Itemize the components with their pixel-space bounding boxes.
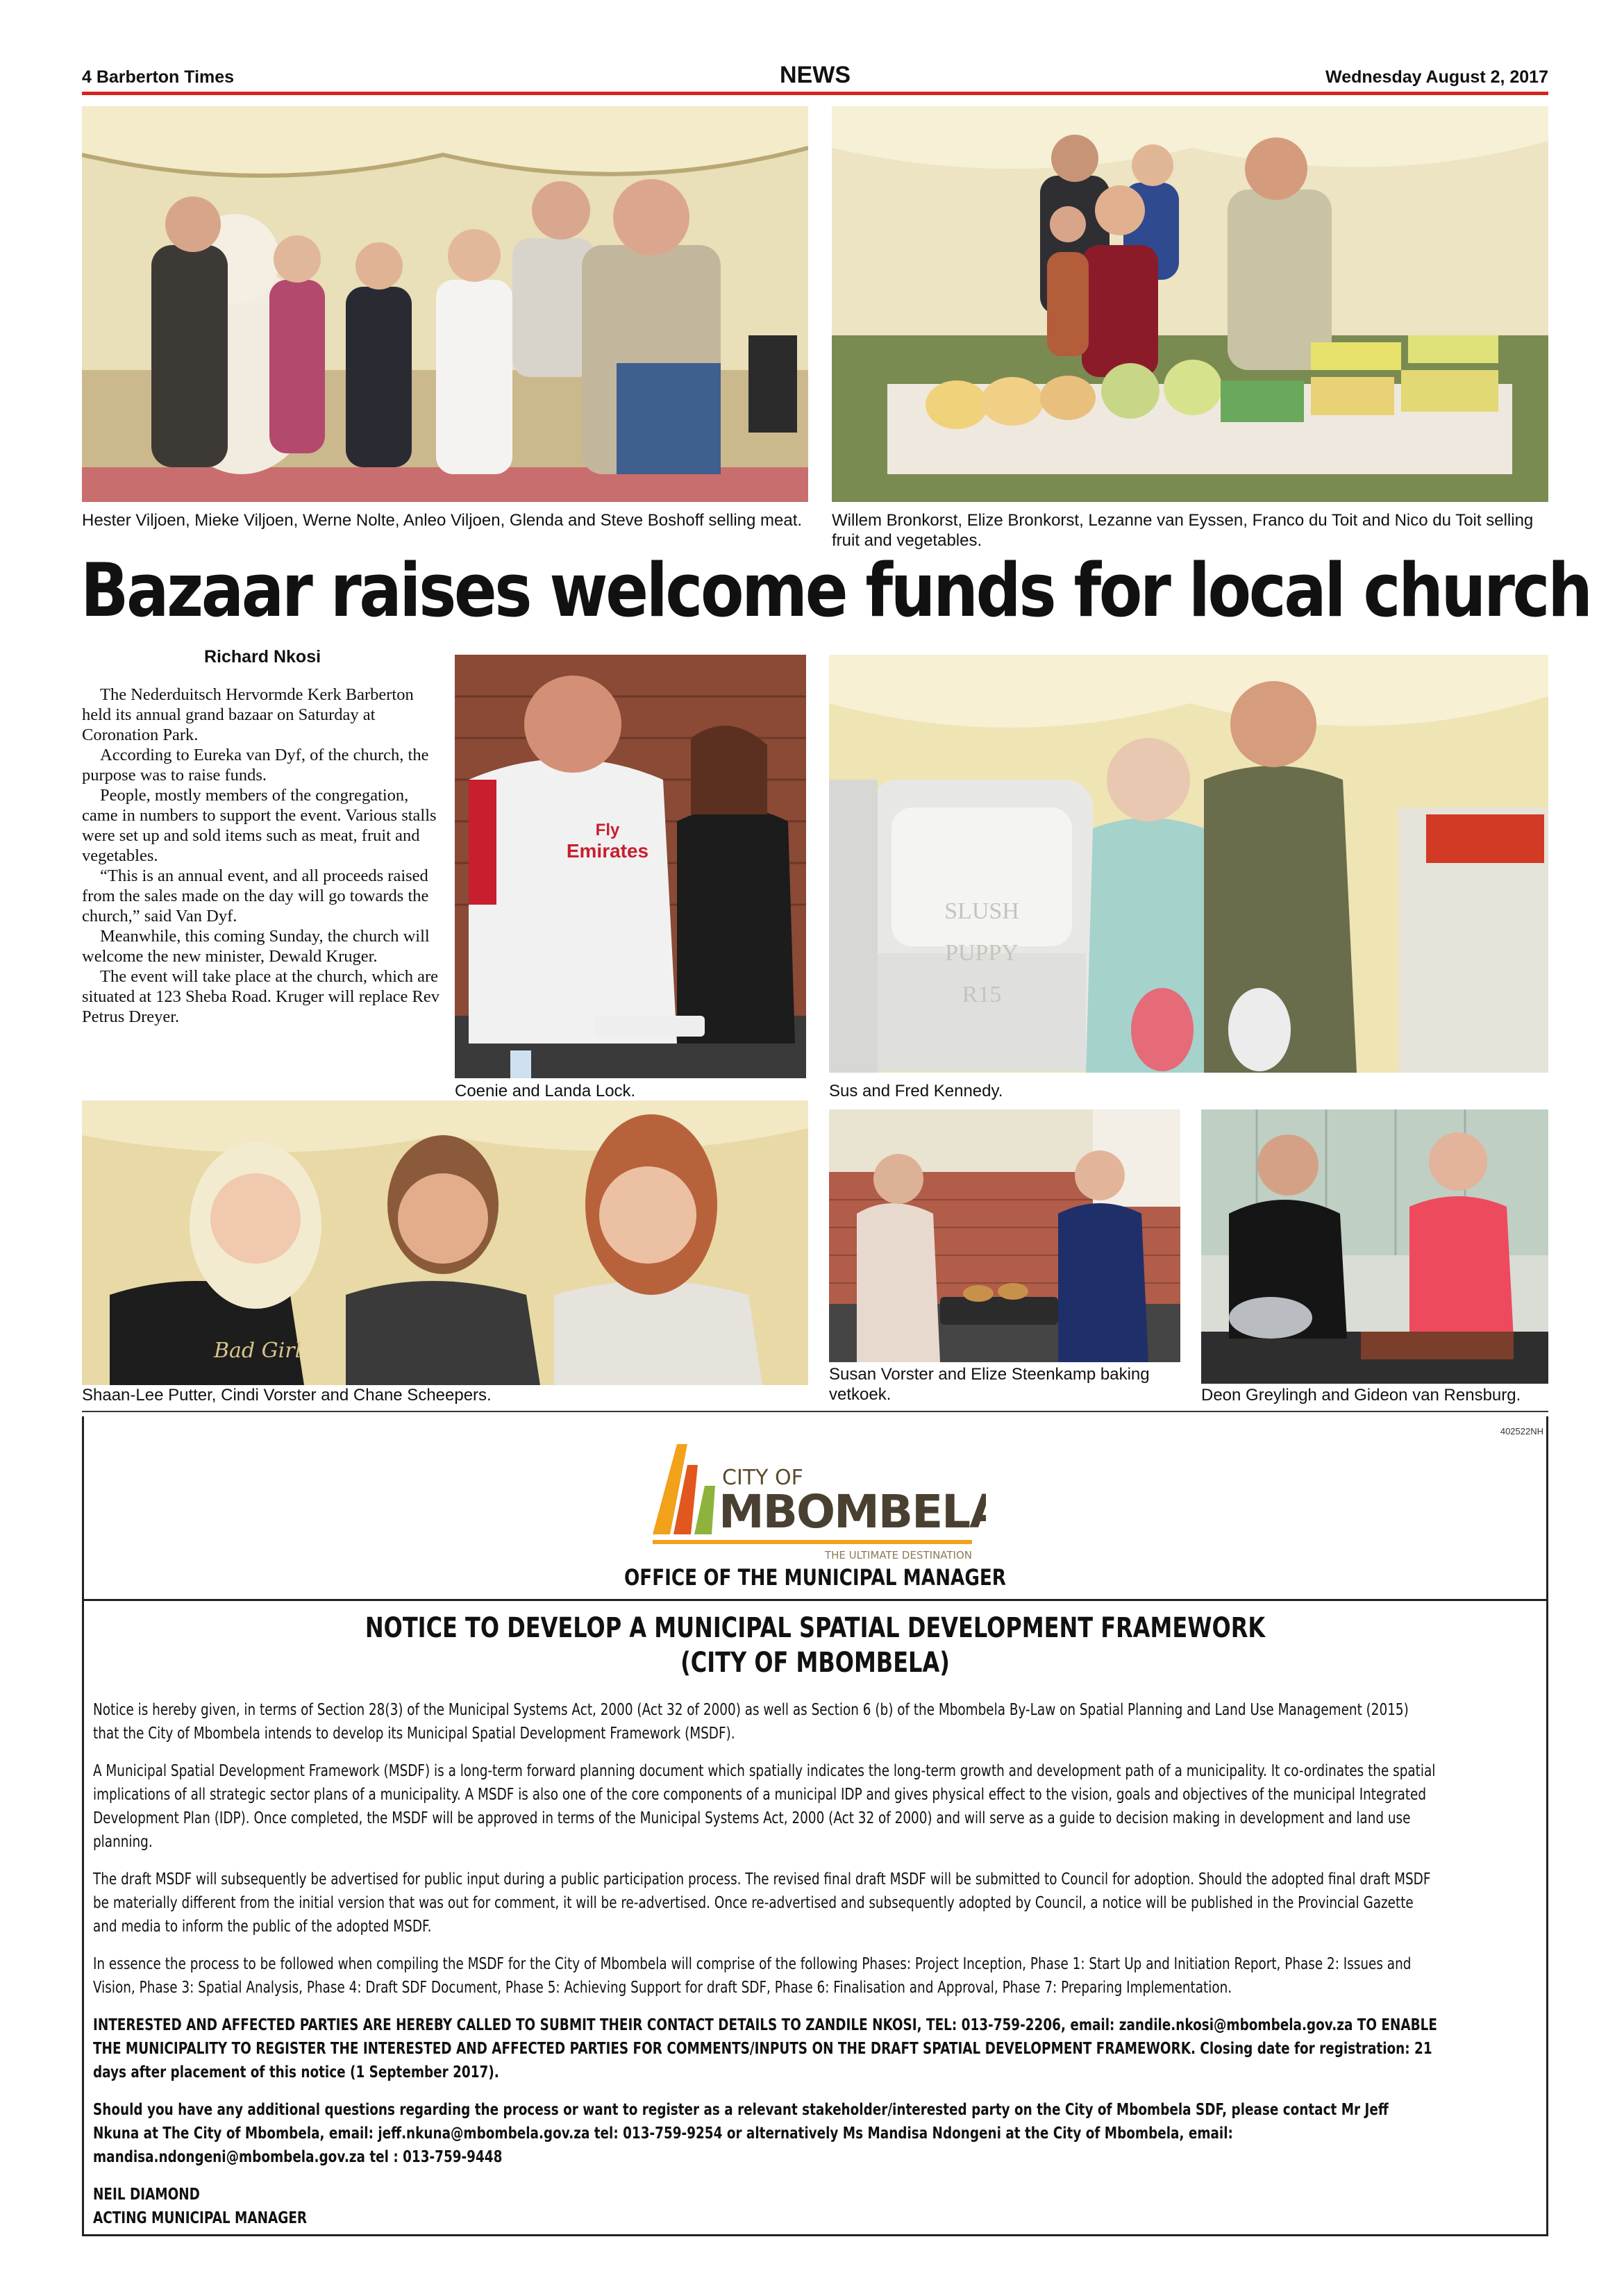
notice-title-line: NOTICE TO DEVELOP A MUNICIPAL SPATIAL DEVELOPMENT FRAMEWORK: [365, 1612, 1266, 1644]
mbombela-logo: [639, 1430, 986, 1573]
article-body: [82, 685, 443, 1027]
photo-three-girls: [82, 1100, 808, 1385]
notice-paragraph: In essence the process to be followed when compiling the MSDF for the City of Mbombela will comprise of the following Phases: Project Inception, Phase 1: Start Up and Initiation Report, Phase 2: Issues and Vision, Phase 3: Spatial Analysis, Phase 4: Draft SDF Document, Phase 5: Achieving Support for draft SDF, Phase 6: Finalisation and Approval, Phase 7: Preparing Implementation.: [93, 1955, 1412, 1997]
notice-paragraph-contact: INTERESTED AND AFFECTED PARTIES ARE HEREBY CALLED TO SUBMIT THEIR CONTACT DETAILS TO ZANDILE NKOSI, TEL: 013-759-2206, email: zandile.nkosi@mbombela.gov.za TO ENABLE THE MUNICIPALITY TO REGISTER THE INTERESTED AND AFFECTED PARTIES FOR COMMENTS/INPUTS ON THE DRAFT SPATIAL DEVELOPMENT FRAMEWORK. Closing date for registration: 21 days after placement of this notice (1 September 2017).: [93, 2016, 1437, 2081]
notice-title: [228, 1611, 1402, 1680]
article-paragraph: People, mostly members of the congregation, came in numbers to support the event. Various stalls were set up and sold items such as meat, fruit and vegetables.: [82, 786, 437, 865]
tshirt-text: Bad Girl: [214, 1339, 302, 1363]
section-divider: [82, 1411, 1548, 1412]
caption-meat-stall: Hester Viljoen, Mieke Viljoen, Werne Nolte, Anleo Viljoen, Glenda and Steve Boshoff selling meat.: [82, 511, 803, 530]
shirt-text-fly: Fly: [595, 821, 620, 839]
sign-text: PUPPY: [945, 940, 1019, 966]
shirt-text-emirates: Emirates: [566, 840, 649, 862]
photo-meat-stall: [82, 106, 808, 502]
signatory-title: ACTING MUNICIPAL MANAGER: [93, 2209, 308, 2227]
caption-sus-fred: Sus and Fred Kennedy.: [829, 1082, 1003, 1100]
notice-title-line: (CITY OF MBOMBELA): [680, 1647, 950, 1679]
article-paragraph: Meanwhile, this coming Sunday, the church will welcome the new minister, Dewald Kruger.: [82, 927, 430, 966]
photo-sus-fred: [829, 655, 1548, 1073]
caption-three-girls: Shaan-Lee Putter, Cindi Vorster and Chane Scheepers.: [82, 1386, 492, 1405]
photo-baking-vetkoek: [829, 1109, 1180, 1362]
office-title: OFFICE OF THE MUNICIPAL MANAGER: [623, 1564, 1007, 1591]
signatory-name: NEIL DIAMOND: [93, 2186, 200, 2204]
byline: Richard Nkosi: [203, 647, 321, 667]
photo-fruit-stall: [832, 106, 1548, 502]
logo-name: MBOMBELA: [719, 1485, 986, 1539]
caption-baking-vetkoek: Susan Vorster and Elize Steenkamp baking vetkoek.: [829, 1365, 1150, 1404]
caption-fruit-stall: Willem Bronkorst, Elize Bronkorst, Lezanne van Eyssen, Franco du Toit and Nico du Toit selling fruit and vegetables.: [832, 511, 1534, 550]
notice-paragraph: Notice is hereby given, in terms of Section 28(3) of the Municipal Systems Act, 2000 (Act 32 of 2000) as well as Section 6 (b) of the Mbombela By-Law on Spatial Planning and Land Use Management (2015) that the City of Mbombela intends to develop its Municipal Spatial Development Framework (MSDF).: [93, 1701, 1409, 1743]
issue-date: Wednesday August 2, 2017: [1325, 67, 1548, 87]
notice-body: [93, 1698, 1437, 2230]
article-paragraph: “This is an annual event, and all proceeds raised from the sales made on the day will go towards the church,” said Van Dyf.: [82, 866, 429, 925]
photo-coenie-landa: [455, 655, 806, 1078]
photo-deon-gideon: [1201, 1109, 1548, 1384]
header-rule: [82, 92, 1548, 95]
article-paragraph: According to Eureka van Dyf, of the church, the purpose was to raise funds.: [82, 746, 429, 785]
caption-coenie-landa: Coenie and Landa Lock.: [455, 1082, 636, 1100]
page-label: 4 Barberton Times: [82, 67, 235, 87]
article-paragraph: The event will take place at the church, which are situated at 123 Sheba Road. Kruger will replace Rev Petrus Dreyer.: [82, 967, 440, 1026]
ad-reference: 402522NH: [1500, 1426, 1543, 1436]
notice-paragraph-questions: Should you have any additional questions regarding the process or want to register as a relevant stakeholder/interested party on the City of Mbombela SDF, please contact Mr Jeff Nkuna at The City of Mbombela, email: jeff.nkuna@mbombela.gov.za tel: 013-759-9254 or alternatively Ms Mandisa Ndongeni at the City of Mbombela, email: mandisa.ndongeni@mbombela.gov.za tel : 013-759-9448: [93, 2101, 1389, 2166]
logo-tagline: THE ULTIMATE DESTINATION: [824, 1549, 972, 1561]
notice-paragraph: The draft MSDF will subsequently be advertised for public input during a public participation process. The revised final draft MSDF will be submitted to Council for adoption. Should the adopted final draft MSDF be materially different from the initial version that was out for comment, it will be re-advertised. Once re-advertised and subsequently adopted by Council, a notice will be published in the Provincial Gazette and media to inform the public of the adopted MSDF.: [93, 1870, 1431, 1936]
notice-paragraph: A Municipal Spatial Development Framework (MSDF) is a long-term forward planning document which spatially indicates the long-term growth and development path of a municipality. It co-ordinates the spatial implications of all strategic sector plans of a municipality. A MSDF is also one of the core components of a municipal IDP and gives physical effect to the vision, goals and objectives of the municipal Integrated Development Plan (IDP). Once completed, the MSDF will be approved in terms of the Municipal Systems Act, 2000 (Act 32 of 2000) and will serve as a guide to decision making in development and land use planning.: [93, 1762, 1436, 1851]
article-paragraph: The Nederduitsch Hervormde Kerk Barberton held its annual grand bazaar on Saturday at Coronation Park.: [82, 685, 414, 744]
headline: Bazaar raises welcome funds for local church: [81, 548, 1591, 633]
caption-deon-gideon: Deon Greylingh and Gideon van Rensburg.: [1201, 1386, 1521, 1405]
page-header: [82, 62, 1548, 90]
section-label: NEWS: [780, 62, 851, 88]
sign-text: SLUSH: [944, 898, 1019, 924]
logo-city-of: CITY OF: [722, 1466, 803, 1490]
sign-text: R15: [962, 982, 1002, 1007]
